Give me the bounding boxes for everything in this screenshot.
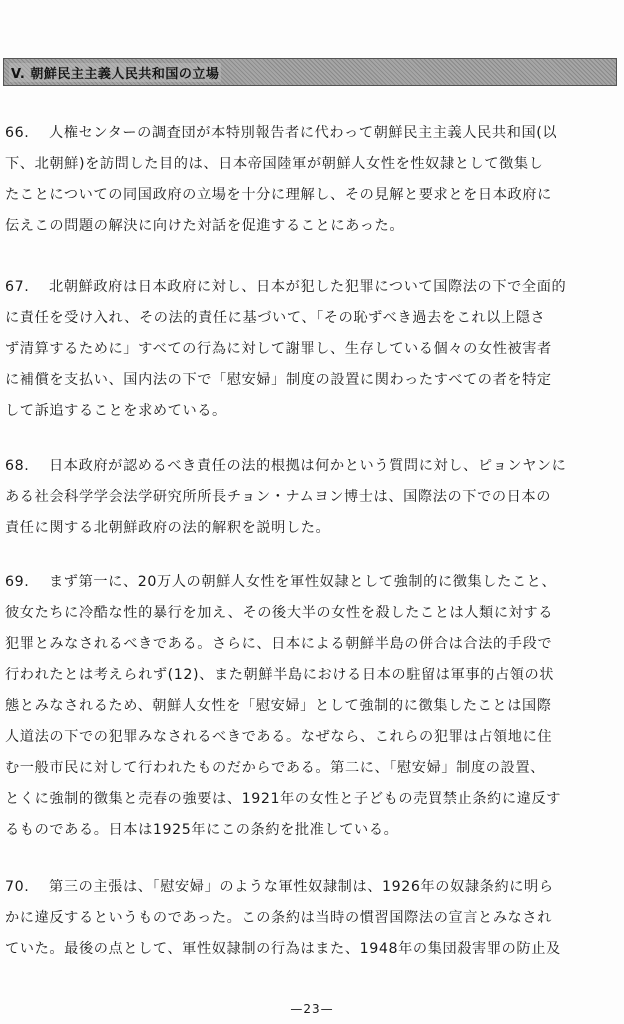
paragraph-line	[5, 272, 619, 303]
paragraph-line: ていた。最後の点として、軍性奴隷制の行為はまた、1948年の集団殺害罪の防止及	[5, 941, 561, 957]
paragraph-number: 67.	[5, 279, 30, 295]
paragraph-text: 人権センターの調査団が本特別報告者に代わって朝鮮民主主義人民共和国(以	[49, 125, 558, 141]
paragraph-line: かに違反するというものであった。この条約は当時の慣習国際法の宣言とみなされ	[5, 910, 552, 926]
paragraph-line: 態とみなされるため、朝鮮人女性を「慰安婦」として強制的に徴集したことは国際	[5, 698, 552, 714]
paragraph-line: 伝えこの問題の解決に向けた対話を促進することにあった。	[5, 218, 405, 234]
paragraph-line: ある社会科学学会法学研究所所長チョン・ナムヨン博士は、国際法の下での日本の	[5, 489, 552, 505]
paragraph-number: 66.	[5, 125, 30, 141]
paragraph-line: ず清算するために」すべての行為に対して謝罪し、生存している個々の女性被害者	[5, 341, 552, 357]
paragraph-line	[5, 118, 619, 149]
paragraph-text: 第三の主張は、「慰安婦」のような軍性奴隷制は、1926年の奴隷条約に明ら	[49, 879, 554, 895]
paragraph-67	[5, 272, 619, 427]
paragraph-number: 70.	[5, 879, 30, 895]
paragraph-line: に責任を受け入れ、その法的責任に基づいて、「その恥ずべき過去をこれ以上隠さ	[5, 310, 546, 326]
paragraph-66	[5, 118, 619, 242]
paragraph-text: 北朝鮮政府は日本政府に対し、日本が犯した犯罪について国際法の下で全面的	[49, 279, 567, 295]
paragraph-68	[5, 451, 619, 544]
section-heading-text: V. 朝鮮民主主義人民共和国の立場	[9, 63, 221, 82]
paragraph-line: 行われたとは考えられず(12)、また朝鮮半島における日本の駐留は軍事的占領の状	[5, 667, 555, 683]
paragraph-line: 彼女たちに冷酷な性的暴行を加え、その後大半の女性を殺したことは人類に対する	[5, 605, 553, 621]
paragraph-line: む一般市民に対して行われたものだからである。第二に、「慰安婦」制度の設置、	[5, 760, 545, 776]
paragraph-line: とくに強制的徴集と売春の強要は、1921年の女性と子どもの売買禁止条約に違反す	[5, 791, 562, 807]
paragraph-number: 69.	[5, 574, 30, 590]
paragraph-line	[5, 872, 619, 903]
paragraph-line: 下、北朝鮮)を訪問した目的は、日本帝国陸軍が朝鮮人女性を性奴隷として徴集し	[5, 156, 544, 172]
paragraph-text: 日本政府が認めるべき責任の法的根拠は何かという質問に対し、ピョンヤンに	[49, 458, 567, 474]
page-number: —23—	[290, 1002, 334, 1016]
paragraph-line: に補償を支払い、国内法の下で「慰安婦」制度の設置に関わったすべての者を特定	[5, 372, 552, 388]
paragraph-line: 責任に関する北朝鮮政府の法的解釈を説明した。	[5, 520, 331, 536]
paragraph-line	[5, 451, 619, 482]
paragraph-line: 人道法の下での犯罪みなされるべきである。なぜなら、これらの犯罪は占領地に住	[5, 729, 553, 745]
section-heading	[3, 58, 617, 86]
paragraph-line: たことについての同国政府の立場を十分に理解し、その見解と要求とを日本政府に	[5, 187, 552, 203]
paragraph-line: 犯罪とみなされるべきである。さらに、日本による朝鮮半島の併合は合法的手段で	[5, 636, 553, 652]
paragraph-text: まず第一に、20万人の朝鮮人女性を軍性奴隷として強制的に徴集したこと、	[49, 574, 557, 590]
paragraph-line: して訴追することを求めている。	[5, 403, 227, 419]
paragraph-line	[5, 567, 619, 598]
paragraph-69	[5, 567, 619, 846]
paragraph-number: 68.	[5, 458, 30, 474]
paragraph-line: るものである。日本は1925年にこの条約を批准している。	[5, 822, 399, 838]
paragraph-70	[5, 872, 619, 965]
